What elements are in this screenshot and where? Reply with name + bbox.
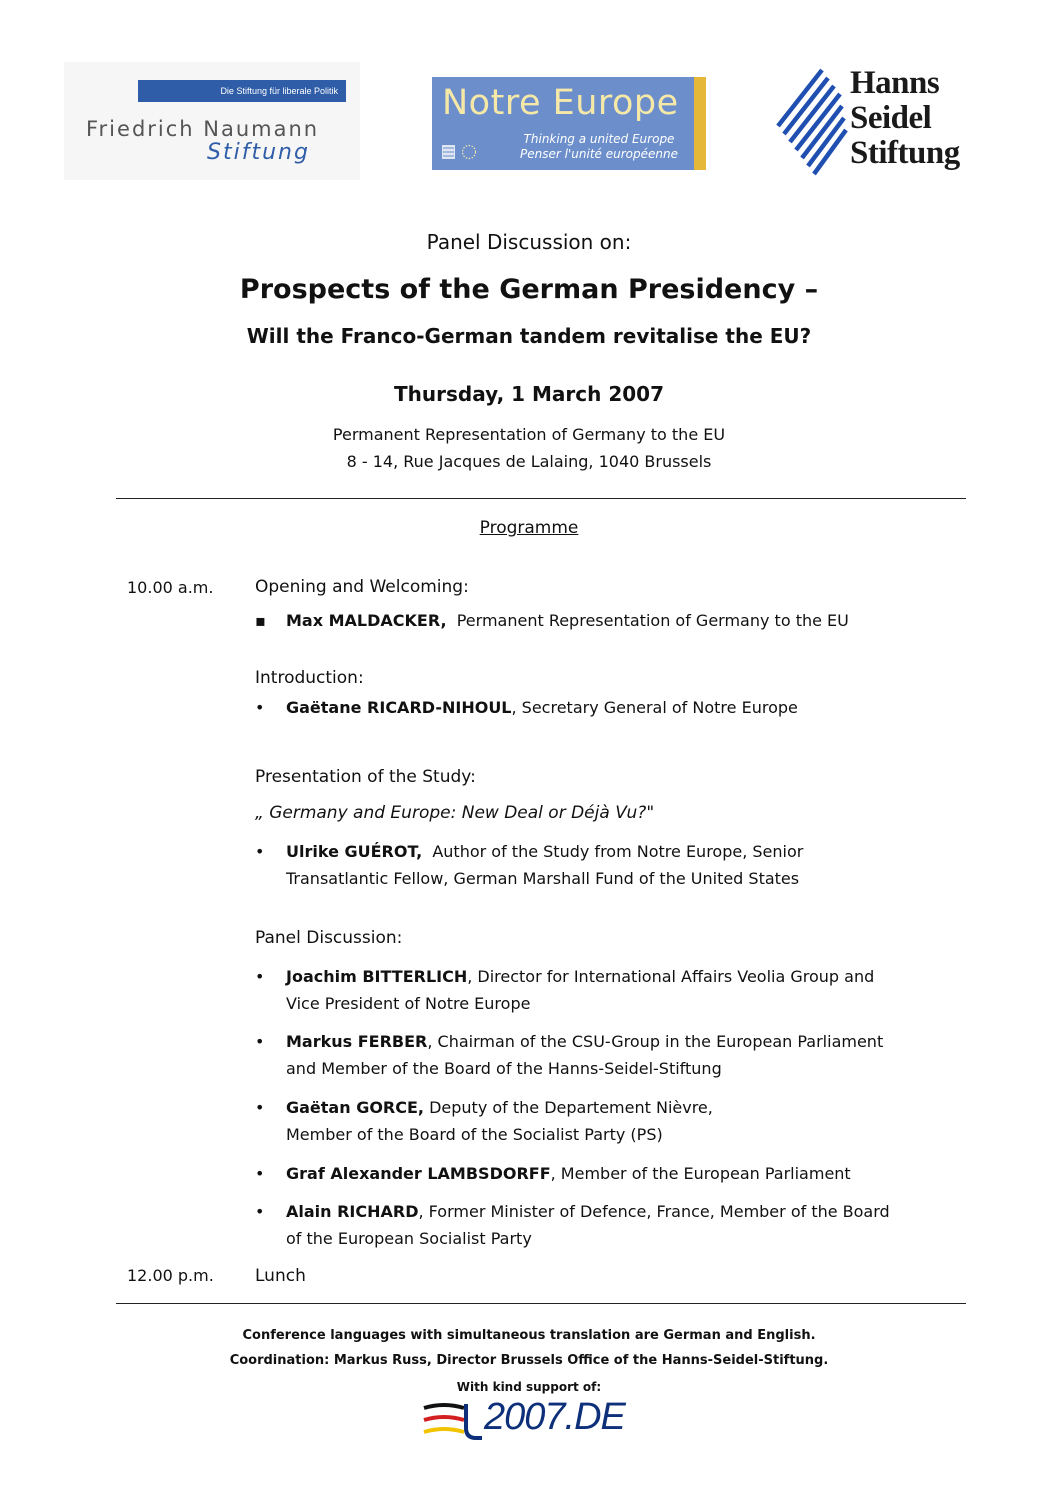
bullet-icon: •	[255, 1164, 265, 1183]
footer-coordination: Coordination: Markus Russ, Director Brussels Office of the Hanns-Seidel-Stiftung.	[229, 1353, 829, 1368]
speaker-name: Graf Alexander LAMBSDORFF	[286, 1164, 551, 1183]
study-title: „ Germany and Europe: New Deal or Déjà Vu?"	[255, 803, 655, 823]
bullet-icon: •	[255, 967, 265, 986]
divider-top	[116, 498, 966, 499]
hss-stripes-icon	[776, 68, 848, 180]
speaker-name: Gaëtane RICARD-NIHOUL	[286, 698, 512, 717]
eu2007-text: 2007.DE	[484, 1396, 625, 1438]
speaker-name: Alain RICHARD	[286, 1202, 419, 1221]
speaker-name: Ulrike GUÉROT,	[286, 842, 423, 861]
bullet-icon: •	[255, 1032, 265, 1051]
speaker-desc: , Director for International Affairs Veolia Group and	[467, 967, 875, 986]
programme-heading: Programme	[479, 518, 579, 538]
footer-languages: Conference languages with simultaneous translation are German and English.	[242, 1328, 816, 1343]
speaker-desc-cont: Vice President of Notre Europe	[286, 994, 531, 1013]
eu-flag-icon	[442, 143, 480, 161]
speaker-name: Joachim BITTERLICH	[286, 967, 468, 986]
speaker-desc: , Chairman of the CSU-Group in the European Parliament	[427, 1032, 884, 1051]
event-date: Thursday, 1 March 2007	[394, 382, 664, 406]
time-start: 10.00 a.m.	[127, 578, 214, 597]
speaker-desc-cont: of the European Socialist Party	[286, 1229, 532, 1248]
speaker-desc: Author of the Study from Notre Europe, Senior	[422, 842, 804, 861]
speaker-desc: Permanent Representation of Germany to the EU	[446, 611, 849, 630]
hss-line3: Stiftung	[850, 135, 960, 171]
bullet-icon: •	[255, 1202, 265, 1221]
notre-europe-title: Notre Europe	[442, 83, 679, 123]
page-title: Prospects of the German Presidency –	[239, 274, 819, 305]
divider-bottom	[116, 1303, 966, 1304]
eu2007-logo	[420, 1396, 630, 1442]
speaker-name: Max MALDACKER,	[286, 611, 447, 630]
time-lunch: 12.00 p.m.	[127, 1266, 214, 1285]
bullet-icon: •	[255, 698, 265, 717]
notre-europe-line1: Thinking a united Europe	[523, 132, 675, 146]
speaker-desc-cont: Transatlantic Fellow, German Marshall Fund of the United States	[286, 869, 800, 888]
fns-logo-sub: Stiftung	[207, 140, 310, 165]
speaker-desc: Deputy of the Departement Nièvre,	[424, 1098, 713, 1117]
speaker-name: Markus FERBER	[286, 1032, 428, 1051]
panel-label: Panel Discussion:	[255, 928, 403, 948]
bullet-icon: •	[255, 1098, 265, 1117]
speaker-desc-cont: and Member of the Board of the Hanns-Seidel-Stiftung	[286, 1059, 722, 1078]
speaker-desc: , Former Minister of Defence, France, Member of the Board	[418, 1202, 890, 1221]
speaker-name: Gaëtan GORCE,	[286, 1098, 424, 1117]
hss-line1: Hanns	[850, 65, 940, 101]
event-venue: Permanent Representation of Germany to the EU	[332, 425, 726, 444]
presentation-label: Presentation of the Study:	[255, 767, 476, 787]
page-subtitle: Will the Franco-German tandem revitalise the EU?	[246, 324, 812, 348]
opening-label: Opening and Welcoming:	[255, 577, 469, 597]
speaker-desc-cont: Member of the Board of the Socialist Party (PS)	[286, 1125, 663, 1144]
notre-europe-logo	[432, 77, 706, 170]
bullet-icon: •	[255, 842, 265, 861]
notre-europe-line2: Penser l'unité européenne	[520, 147, 678, 161]
fns-logo	[64, 62, 360, 180]
support-label: With kind support of:	[456, 1380, 602, 1394]
fns-logo-bar: Die Stiftung für liberale Politik	[138, 80, 346, 102]
bullet-icon: ▪	[255, 611, 266, 630]
fns-logo-name: Friedrich Naumann	[86, 117, 320, 141]
speaker-desc: , Secretary General of Notre Europe	[511, 698, 798, 717]
introduction-label: Introduction:	[255, 668, 364, 688]
eu-stripes-icon	[420, 1398, 484, 1442]
lunch-label: Lunch	[255, 1266, 306, 1286]
panel-heading: Panel Discussion on:	[426, 230, 632, 254]
hss-logo	[776, 66, 990, 180]
event-address: 8 - 14, Rue Jacques de Lalaing, 1040 Brussels	[346, 452, 712, 471]
hss-line2: Seidel	[850, 100, 932, 136]
speaker-desc: , Member of the European Parliament	[550, 1164, 851, 1183]
